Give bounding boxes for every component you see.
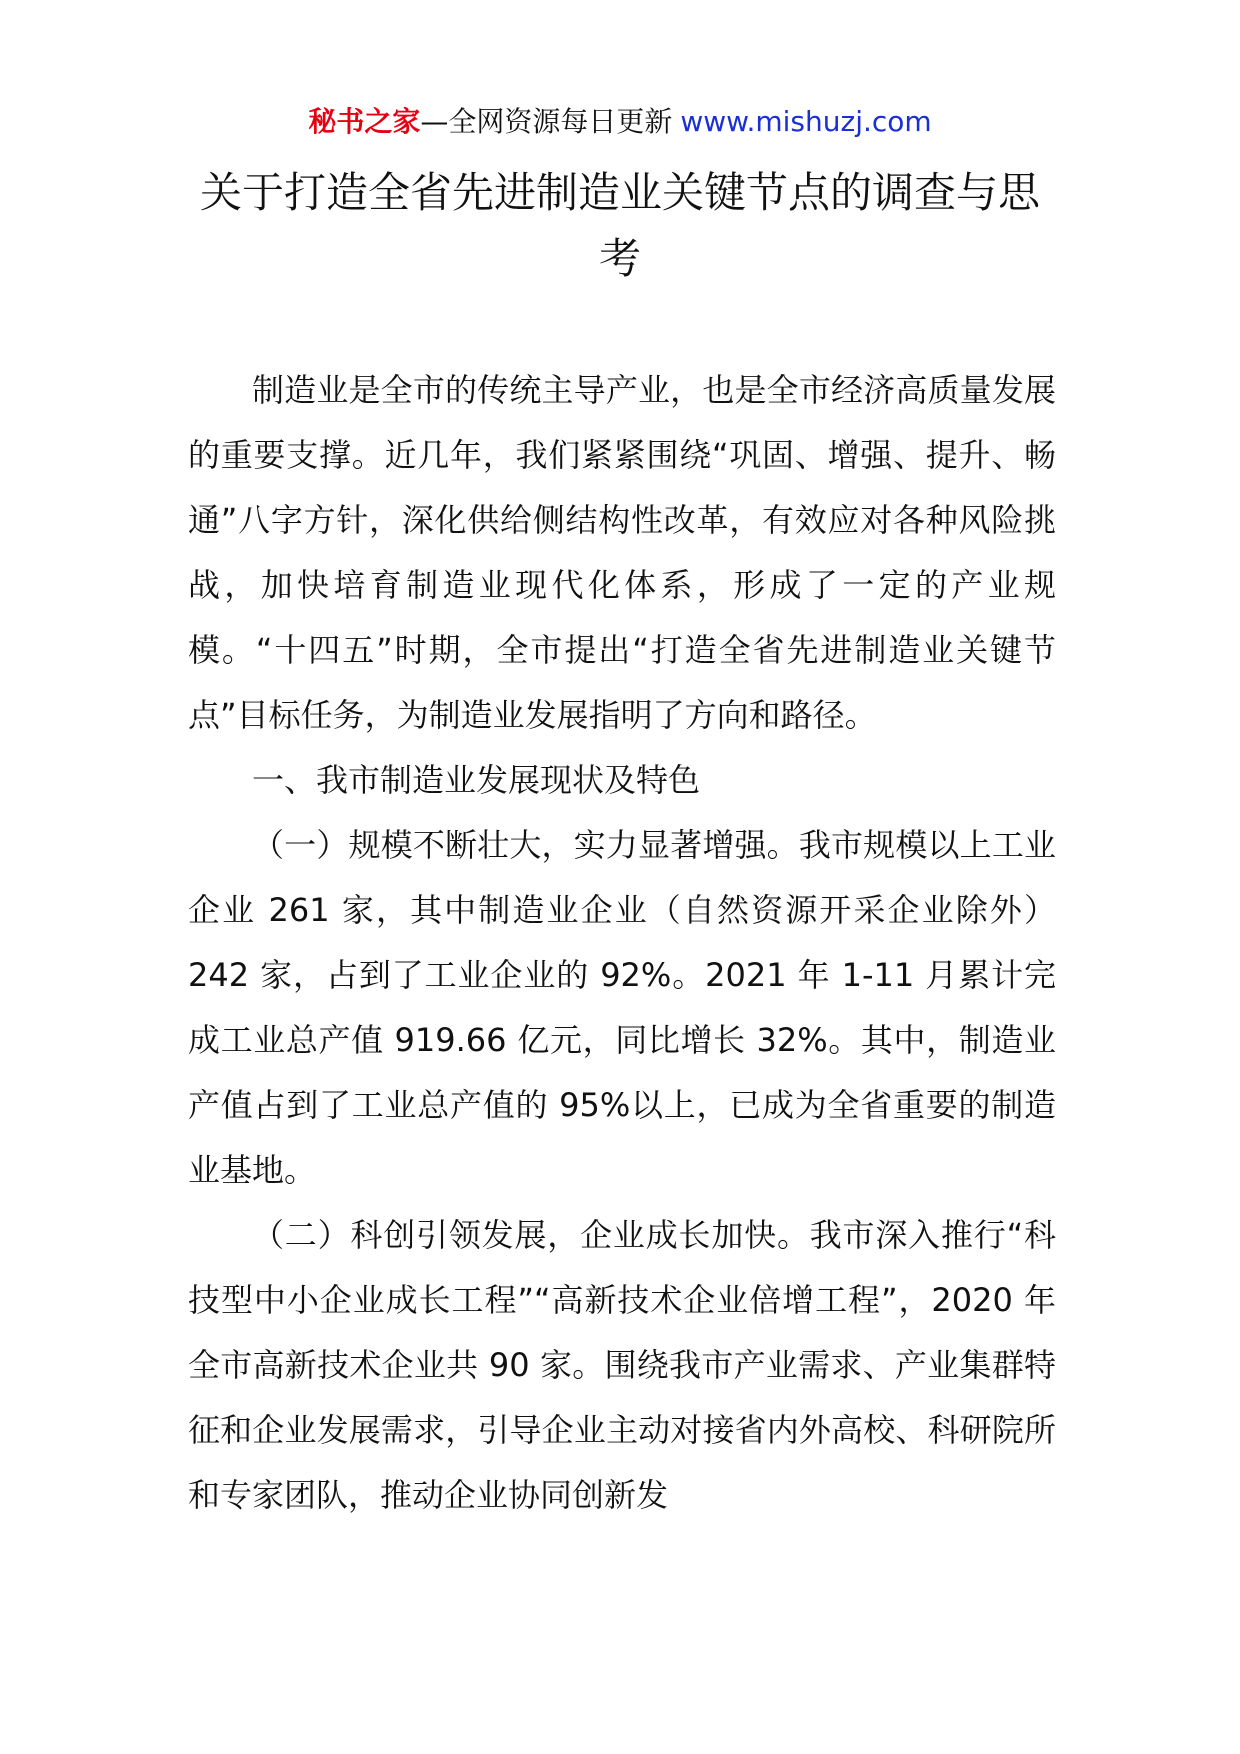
paragraph-scale: （一）规模不断壮大，实力显著增强。我市规模以上工业企业 261 家，其中制造业企业（自然资源开采企业除外）242 家，占到了工业企业的 92%。2021 年 1-11 月累计完成工业总产值 919.66 亿元，同比增长 32%。其中，制造业产值占到了工业总产值的 95%以上，已成为全省重要的制造业基地。	[188, 826, 1056, 1189]
document-body	[188, 358, 1056, 1528]
paragraph-innovation: （二）科创引领发展，企业成长加快。我市深入推行“科技型中小企业成长工程”“高新技术企业倍增工程”，2020 年全市高新技术企业共 90 家。围绕我市产业需求、产业集群特征和企业发展需求，引导企业主动对接省内外高校、科研院所和专家团队，推动企业协同创新发	[188, 1216, 1056, 1514]
site-header	[0, 102, 1240, 142]
document-title: 关于打造全省先进制造业关键节点的调查与思考	[199, 168, 1040, 283]
header-url-link[interactable]: www.mishuzj.com	[680, 105, 932, 138]
section-heading: 一、我市制造业发展现状及特色	[252, 761, 701, 799]
header-brand: 秘书之家	[308, 105, 421, 138]
header-slogan: —全网资源每日更新	[420, 105, 673, 138]
paragraph-intro: 制造业是全市的传统主导产业，也是全市经济高质量发展的重要支撑。近几年，我们紧紧围绕“巩固、增强、提升、畅通”八字方针，深化供给侧结构性改革，有效应对各种风险挑战，加快培育制造业现代化体系，形成了一定的产业规模。“十四五”时期，全市提出“打造全省先进制造业关键节点”目标任务，为制造业发展指明了方向和路径。	[188, 371, 1056, 734]
